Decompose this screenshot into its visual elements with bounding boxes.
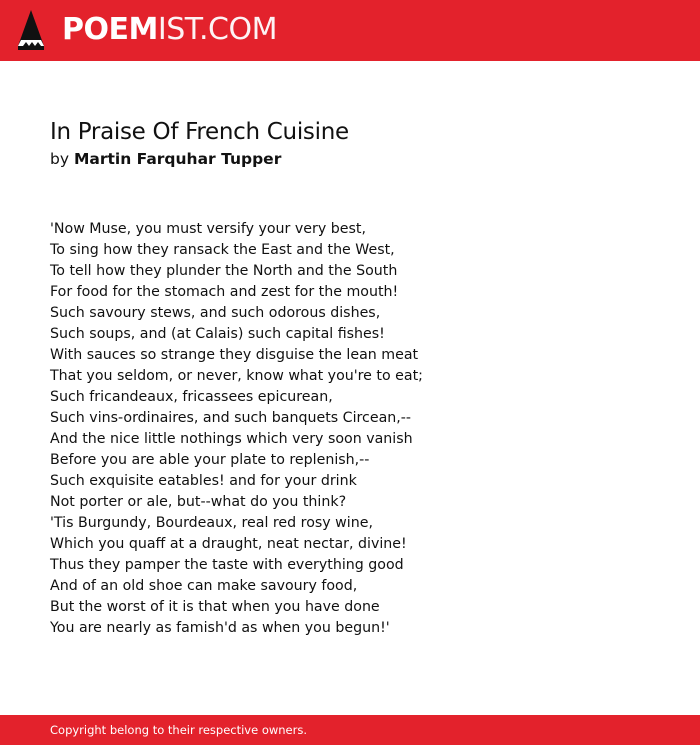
poem-line: Thus they pamper the taste with everything good [50, 557, 404, 573]
poem-line: Such fricandeaux, fricassees epicurean, [50, 389, 333, 405]
poem-line: For food for the stomach and zest for the mouth! [50, 284, 399, 300]
poem-body [50, 219, 670, 639]
site-header [0, 0, 700, 61]
logo-bold-text: POEM [62, 12, 158, 47]
poem-line: That you seldom, or never, know what you're to eat; [50, 368, 423, 384]
byline [50, 147, 670, 171]
pencil-tip-icon[interactable] [17, 10, 45, 52]
copyright-text: Copyright belong to their respective owners. [50, 723, 308, 737]
logo-light-text: IST.COM [157, 12, 277, 47]
author-name: Martin Farquhar Tupper [73, 150, 282, 168]
poem-header [50, 117, 670, 171]
poem-line: Before you are able your plate to replenish,-- [50, 452, 370, 468]
by-label: by [50, 150, 70, 168]
poem-line: To sing how they ransack the East and the West, [50, 242, 395, 258]
poem-line: Such vins-ordinaires, and such banquets Circean,-- [50, 410, 412, 426]
site-footer [0, 715, 700, 745]
poem-line: 'Tis Burgundy, Bourdeaux, real red rosy wine, [50, 515, 373, 531]
poem-line: And of an old shoe can make savoury food, [50, 578, 358, 594]
poem-line: Which you quaff at a draught, neat nectar, divine! [50, 536, 407, 552]
poem-line: To tell how they plunder the North and the South [50, 263, 398, 279]
poem-title: In Praise Of French Cuisine [50, 119, 349, 145]
poem-line: With sauces so strange they disguise the lean meat [50, 347, 419, 363]
poem-line: 'Now Muse, you must versify your very best, [50, 221, 366, 237]
poem-line: But the worst of it is that when you have done [50, 599, 380, 615]
poem-line: You are nearly as famish'd as when you begun!' [50, 620, 390, 636]
site-logo[interactable] [62, 12, 277, 48]
poem-line: And the nice little nothings which very soon vanish [50, 431, 413, 447]
poem-line: Such savoury stews, and such odorous dishes, [50, 305, 381, 321]
poem-line: Not porter or ale, but--what do you think? [50, 494, 347, 510]
poem-line: Such soups, and (at Calais) such capital fishes! [50, 326, 385, 342]
poem-line: Such exquisite eatables! and for your drink [50, 473, 357, 489]
